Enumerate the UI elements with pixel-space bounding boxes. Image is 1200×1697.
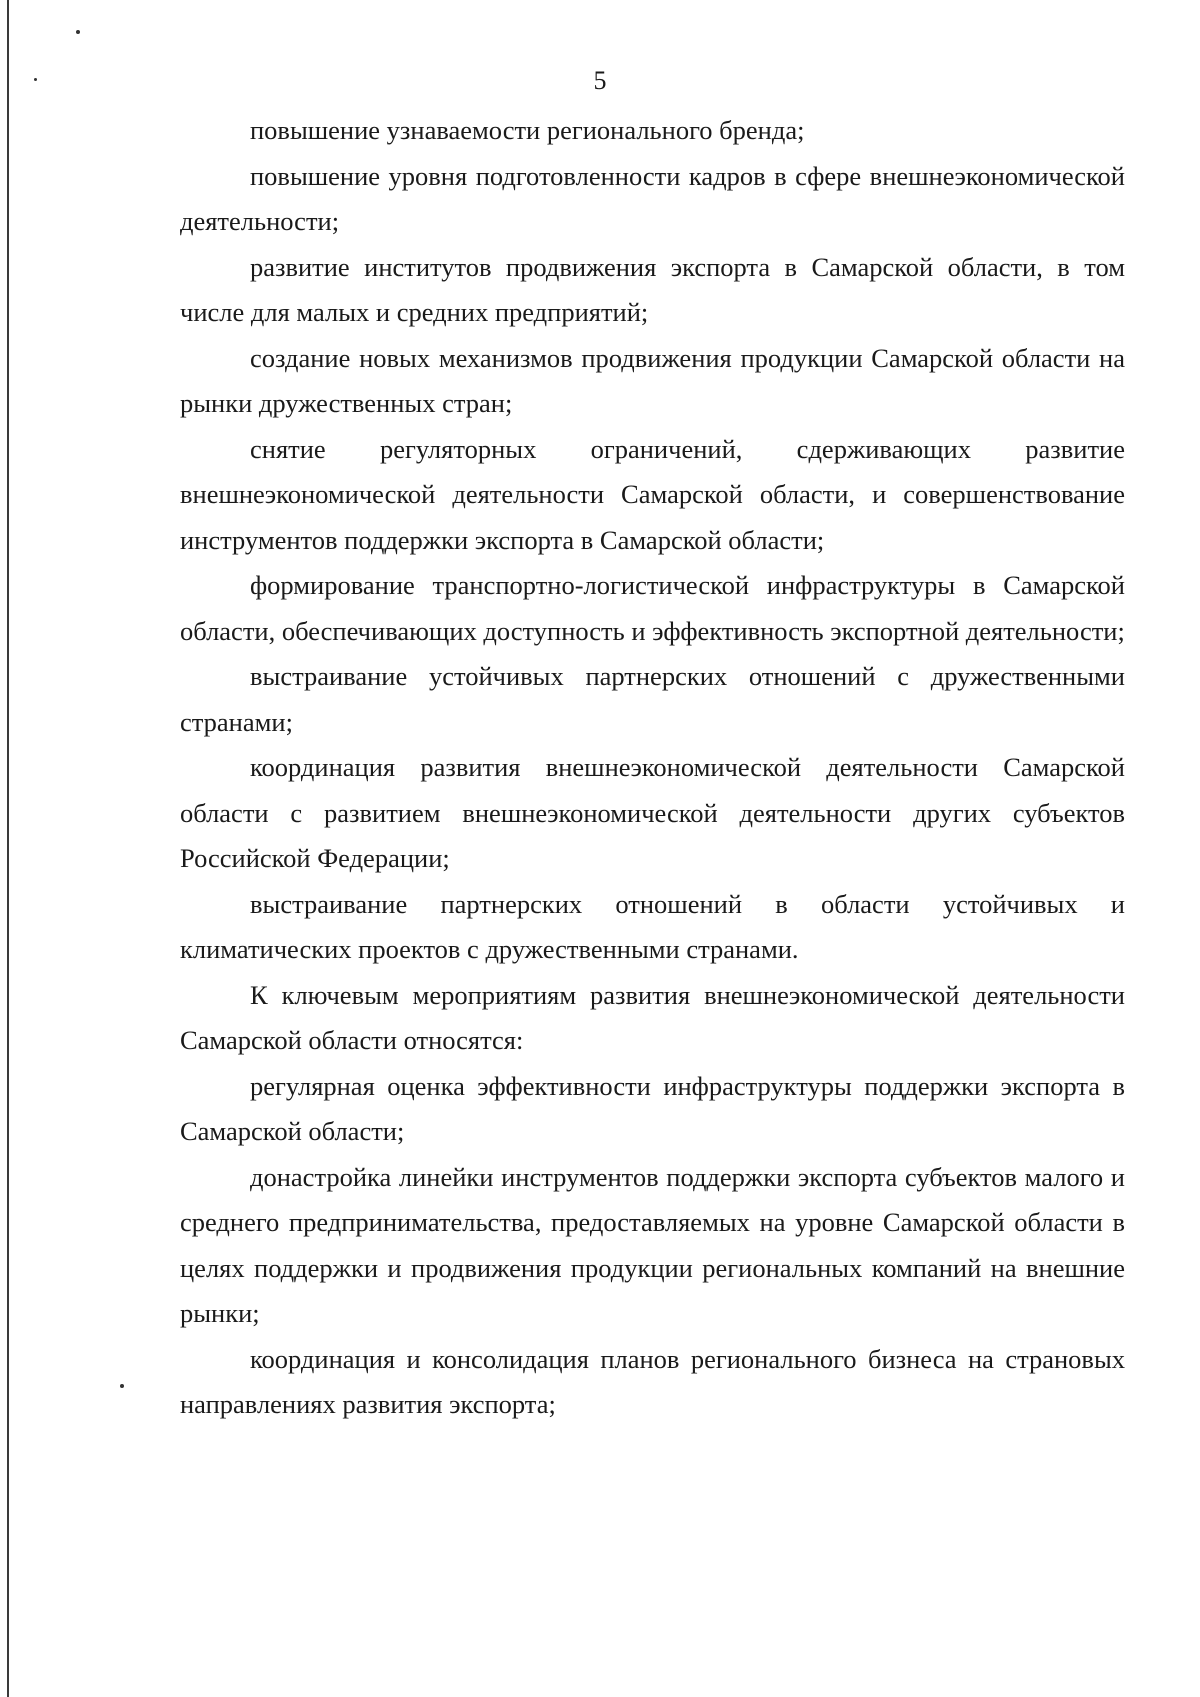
paragraph: регулярная оценка эффективности инфраструктуры поддержки экспорта в Самарской области; [180, 1070, 1125, 1146]
paragraph: снятие регуляторных ограничений, сдерживающих развитие внешнеэкономической деятельности Самарской области, и совершенствование инструментов поддержки экспорта в Самарской области; [180, 433, 1125, 555]
paragraph: донастройка линейки инструментов поддержки экспорта субъектов малого и среднего предпринимательства, предоставляемых на уровне Самарской области в целях поддержки и продвижения продукции региональных компаний на внешние рынки; [180, 1161, 1125, 1328]
page-number: 5 [593, 66, 607, 95]
scan-speck [76, 30, 80, 34]
scan-edge-line [7, 0, 9, 1697]
paragraph: повышение уровня подготовленности кадров в сфере внешнеэкономической деятельности; [180, 160, 1125, 236]
paragraph: повышение узнаваемости регионального бренда; [250, 115, 805, 145]
document-body [180, 108, 1125, 1428]
paragraph: формирование транспортно-логистической инфраструктуры в Самарской области, обеспечивающих доступность и эффективность экспортной деятельности; [180, 570, 1125, 646]
paragraph: выстраивание устойчивых партнерских отношений с дружественными странами; [180, 661, 1125, 737]
paragraph: развитие институтов продвижения экспорта в Самарской области, в том числе для малых и средних предприятий; [180, 251, 1125, 327]
paragraph: координация и консолидация планов регионального бизнеса на страновых направлениях развития экспорта; [180, 1343, 1125, 1419]
paragraph: К ключевым мероприятиям развития внешнеэкономической деятельности Самарской области относятся: [180, 979, 1125, 1055]
paragraph: выстраивание партнерских отношений в области устойчивых и климатических проектов с дружественными странами. [180, 888, 1125, 964]
scan-speck [120, 1384, 124, 1388]
paragraph: координация развития внешнеэкономической деятельности Самарской области с развитием внешнеэкономической деятельности других субъектов Российской Федерации; [180, 752, 1125, 873]
paragraph: создание новых механизмов продвижения продукции Самарской области на рынки дружественных стран; [180, 342, 1125, 418]
